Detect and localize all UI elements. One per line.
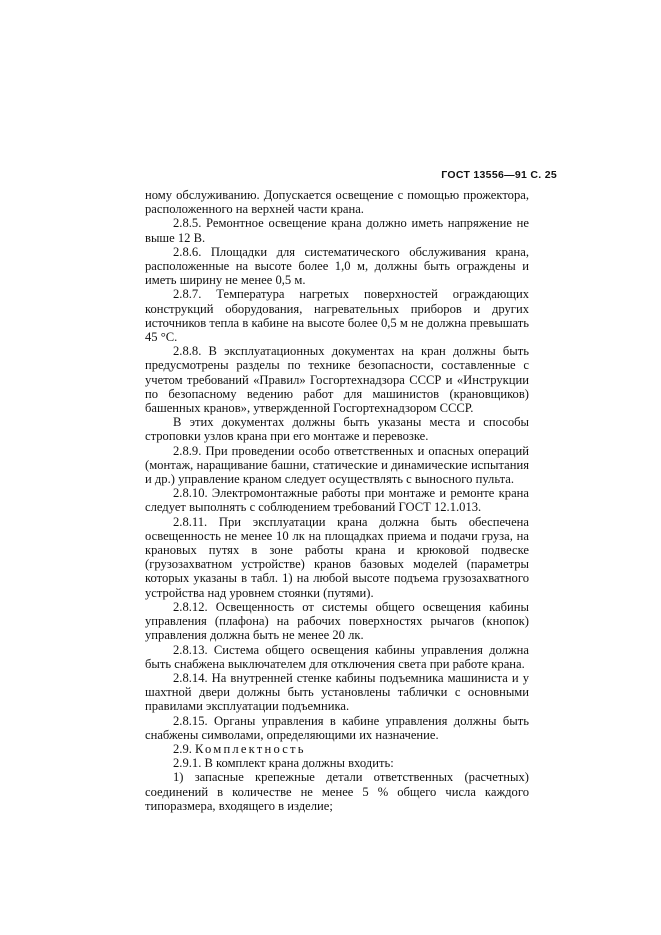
list-item-1: 1) запасные крепежные детали ответственных (расчетных) соединений в количестве не менее 5 % общего числа каждого типоразмера, входящего в изделие; <box>145 770 529 813</box>
paragraph-2-8-7: 2.8.7. Температура нагретых поверхностей ограждающих конструкций оборудования, нагревательных приборов и других источников тепла в кабине на высоте более 0,5 м не должна превышать 45 °С. <box>145 287 529 345</box>
section-number: 2.9. <box>173 741 192 756</box>
paragraph-2-8-12: 2.8.12. Освещенность от системы общего освещения кабины управления (плафона) на рабочих поверхностях рычагов (кнопок) управления должна быть не менее 20 лк. <box>145 599 529 643</box>
paragraph-2-8-14: 2.8.14. На внутренней стенке кабины подъемника машиниста и у шахтной двери должны быть установлены таблички с основными правилами эксплуатации подъемника. <box>145 670 529 714</box>
paragraph-2-8-6: 2.8.6. Площадки для систематического обслуживания крана, расположенные на высоте более 1,0 м, должны быть ограждены и иметь ширину не менее 0,5 м. <box>145 244 529 288</box>
paragraph-2-8-11: 2.8.11. При эксплуатации крана должна быть обеспечена освещенность не менее 10 лк на площадках приема и подачи груза, на крановых путях в зоне работы крана и крюковой подвеске (грузозахватном устройстве) кранов базовых моделей (параметры которых указаны в табл. 1) на любой высоте подъема грузозахватного устройства над уровнем стоянки (путями). <box>145 514 529 600</box>
paragraph-continuation: ному обслуживанию. Допускается освещение с помощью прожектора, расположенного на верхней части крана. <box>145 188 529 217</box>
paragraph-2-8-5: 2.8.5. Ремонтное освещение крана должно иметь напряжение не выше 12 В. <box>145 216 529 245</box>
document-body <box>145 188 529 813</box>
paragraph-2-9-1: 2.9.1. В комплект крана должны входить: <box>173 756 394 771</box>
paragraph-2-8-13: 2.8.13. Система общего освещения кабины управления должна быть снабжена выключателем для отключения света при работе крана. <box>145 642 529 671</box>
paragraph-2-8-8-note: В этих документах должны быть указаны места и способы строповки узлов крана при его монтаже и перевозке. <box>145 415 529 444</box>
page-header: ГОСТ 13556—91 С. 25 <box>441 169 557 181</box>
paragraph-2-8-8: 2.8.8. В эксплуатационных документах на кран должны быть предусмотрены разделы по технике безопасности, составленные с учетом требований «Правил» Госгортехнадзора СССР и «Инструкции по безопасному ведению работ для машинистов (крановщиков) башенных кранов», утвержденной Госгортехнадзором СССР. <box>145 344 529 416</box>
paragraph-2-8-10: 2.8.10. Электромонтажные работы при монтаже и ремонте крана следует выполнять с соблюдением требований ГОСТ 12.1.013. <box>145 486 529 515</box>
section-title: Комплектность <box>195 741 306 756</box>
paragraph-2-8-15: 2.8.15. Органы управления в кабине управления должны быть снабжены символами, определяющими их назначение. <box>145 713 529 742</box>
section-heading <box>145 742 529 756</box>
paragraph-2-8-9: 2.8.9. При проведении особо ответственных и опасных операций (монтаж, наращивание башни, статические и динамические испытания и др.) управление краном следует осуществлять с выносного пульта. <box>145 443 529 487</box>
